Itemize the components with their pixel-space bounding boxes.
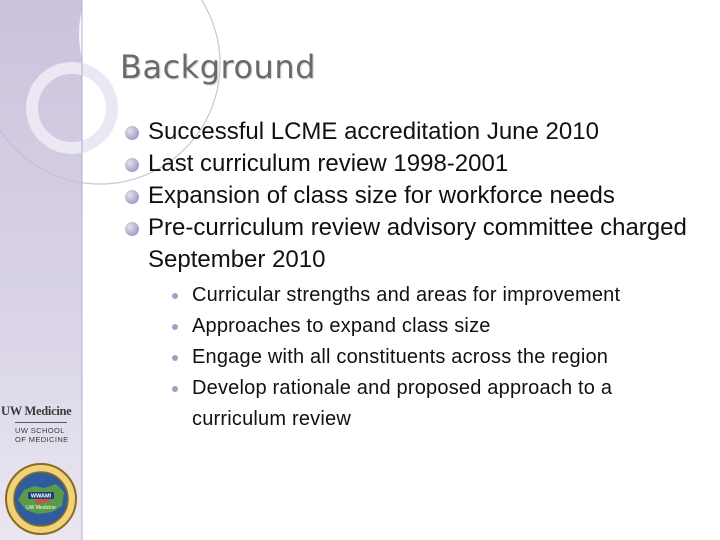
sub-bullet-text: Develop rationale and proposed approach to a curriculum review xyxy=(192,377,613,430)
bullet-text: Successful LCME accreditation June 2010 xyxy=(148,118,599,145)
slide-content xyxy=(120,116,700,435)
bullet-item xyxy=(120,180,700,212)
bullet-text: Pre-curriculum review advisory committee charged September 2010 xyxy=(148,214,687,273)
bullet-text: Last curriculum review 1998-2001 xyxy=(148,150,509,177)
sub-bullet-text: Engage with all constituents across the region xyxy=(192,346,609,368)
bullet-dot-icon xyxy=(125,126,139,140)
logo-subtitle-line2: OF MEDICINE xyxy=(15,435,69,444)
bullet-item xyxy=(120,212,700,435)
sub-bullet-dot-icon xyxy=(172,386,178,392)
sub-bullet-item xyxy=(168,342,700,373)
sub-bullet-list xyxy=(148,280,700,435)
wwami-seal-icon xyxy=(4,462,78,536)
bullet-dot-icon xyxy=(125,190,139,204)
bullet-dot-icon xyxy=(125,158,139,172)
sub-bullet-item xyxy=(168,311,700,342)
logo-divider xyxy=(15,422,67,423)
logo-subtitle-line1: UW SCHOOL xyxy=(15,426,65,435)
sub-bullet-text: Approaches to expand class size xyxy=(192,315,491,337)
uw-medicine-logo xyxy=(1,404,77,444)
bullet-item xyxy=(120,148,700,180)
seal-label: WWAMI xyxy=(30,493,52,500)
bullet-text: Expansion of class size for workforce needs xyxy=(148,182,615,209)
sub-bullet-item xyxy=(168,280,700,311)
bullet-list xyxy=(120,116,700,435)
sub-bullet-dot-icon xyxy=(172,324,178,330)
logo-wordmark: UW Medicine xyxy=(1,404,72,418)
sub-bullet-dot-icon xyxy=(172,293,178,299)
seal-sublabel: UW Medicine xyxy=(26,505,56,511)
sub-bullet-text: Curricular strengths and areas for improvement xyxy=(192,284,621,306)
bullet-item xyxy=(120,116,700,148)
sub-bullet-item xyxy=(168,373,700,435)
sub-bullet-dot-icon xyxy=(172,355,178,361)
slide-title: Background xyxy=(120,48,316,86)
bullet-dot-icon xyxy=(125,222,139,236)
